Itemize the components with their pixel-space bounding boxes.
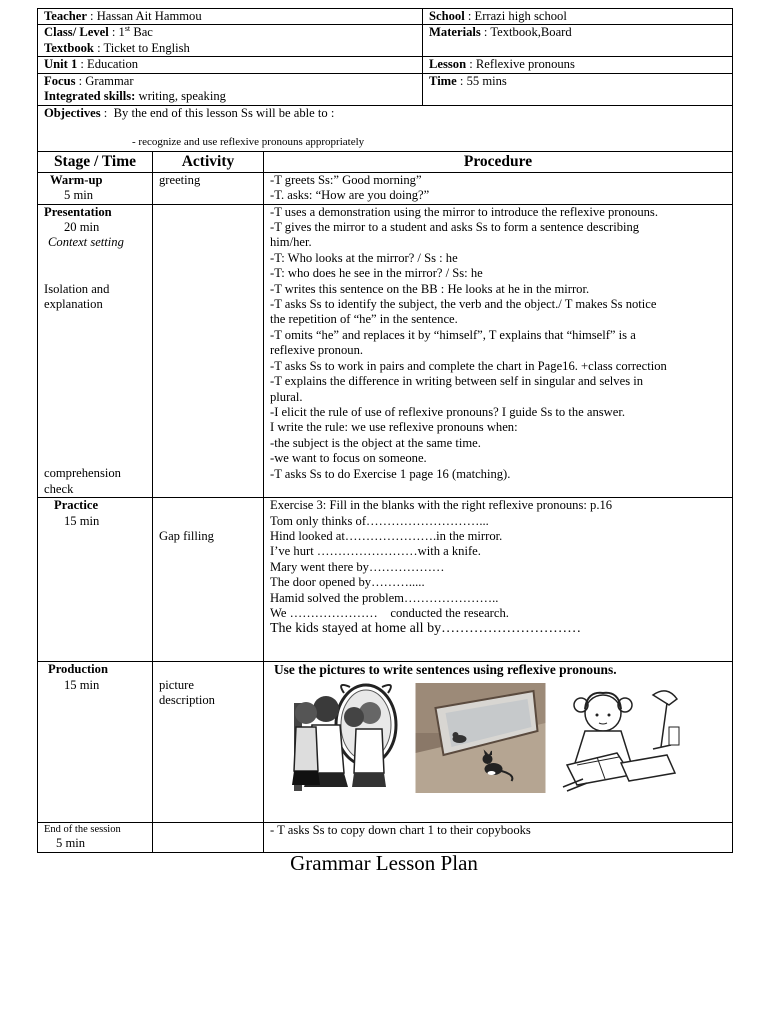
end-procedure: - T asks Ss to copy down chart 1 to their copybooks bbox=[264, 823, 733, 852]
warmup-activity: greeting bbox=[153, 172, 264, 204]
warmup-row bbox=[38, 172, 733, 204]
practice-procedure: Exercise 3: Fill in the blanks with the right reflexive pronouns: p.16 Tom only thinks of………………………... Hind looked at………………….in the mirror. I’ve hurt ……………………with a knife. Mary went there by……………… The door opened by………..... Hamid solved the problem………………….. We ………………… conducted the research. The kids stayed at home all by………………………… bbox=[264, 498, 733, 662]
materials-cell: Materials : Textbook,Board bbox=[423, 25, 733, 57]
header-row-2 bbox=[38, 25, 733, 57]
production-row bbox=[38, 662, 733, 823]
practice-row bbox=[38, 498, 733, 662]
girls-mirror-picture bbox=[274, 683, 404, 793]
end-stage: End of the session 5 min bbox=[38, 823, 153, 852]
stage-column-header: Stage / Time bbox=[38, 151, 153, 172]
procedure-column-header: Procedure bbox=[264, 151, 733, 172]
production-activity: picture description bbox=[153, 662, 264, 823]
lesson-plan-table bbox=[37, 8, 733, 853]
header-row-3 bbox=[38, 57, 733, 73]
production-stage: Production 15 min bbox=[38, 662, 153, 823]
activity-column-header: Activity bbox=[153, 151, 264, 172]
school-cell: School : Errazi high school bbox=[423, 9, 733, 25]
time-cell: Time : 55 mins bbox=[423, 73, 733, 105]
end-activity bbox=[153, 823, 264, 852]
class-textbook-cell: Class/ Level : 1st Bac Textbook : Ticket to English bbox=[38, 25, 423, 57]
presentation-activity bbox=[153, 204, 264, 498]
girl-reading-picture bbox=[557, 683, 687, 793]
warmup-procedure: -T greets Ss:” Good morning” -T. asks: “How are you doing?” bbox=[264, 172, 733, 204]
presentation-procedure: -T uses a demonstration using the mirror to introduce the reflexive pronouns. -T gives the mirror to a student and asks Ss to form a sentence describing him/her. -T: Who looks at the mirror? / Ss : he -T: who does he see in the mirror? / Ss: he -T writes this sentence on the BB : He looks at he in the mirror. -T asks Ss to identify the subject, the verb and the object./ T makes Ss notice the repetition of “he” in the sentence. -T omits “he” and replaces it by “himself”, T explains that “himself” is a reflexive pronoun. -T asks Ss to work in pairs and complete the chart in Page16. +class correction -T explains the difference in writing between self in singular and selves in plural. -I elicit the rule of use of reflexive pronouns? I guide Ss to the answer. I write the rule: we use reflexive pronouns when: -the subject is the object at the same time. -we want to focus on someone. -T asks Ss to do Exercise 1 page 16 (matching). bbox=[264, 204, 733, 498]
practice-stage: Practice 15 min bbox=[38, 498, 153, 662]
cat-mirror-picture bbox=[412, 683, 549, 793]
warmup-stage: Warm-up 5 min bbox=[38, 172, 153, 204]
presentation-stage: Presentation 20 min Context setting Isolation and explanation comprehension check bbox=[38, 204, 153, 498]
focus-skills-cell: Focus : Grammar Integrated skills: writing, speaking bbox=[38, 73, 423, 105]
picture-strip bbox=[274, 683, 726, 793]
unit-cell: Unit 1 : Education bbox=[38, 57, 423, 73]
document-caption: Grammar Lesson Plan bbox=[290, 851, 478, 875]
header-row-1 bbox=[38, 9, 733, 25]
end-row bbox=[38, 823, 733, 852]
column-header-row bbox=[38, 151, 733, 172]
practice-activity: Gap filling bbox=[153, 498, 264, 662]
objective-1: - recognize and use reflexive pronouns appropriately bbox=[132, 136, 365, 149]
presentation-row bbox=[38, 204, 733, 498]
objectives-row bbox=[38, 105, 733, 151]
lesson-cell: Lesson : Reflexive pronouns bbox=[423, 57, 733, 73]
teacher-cell: Teacher : Hassan Ait Hammou bbox=[38, 9, 423, 25]
production-procedure: Use the pictures to write sentences using reflexive pronouns. bbox=[264, 662, 733, 823]
header-row-4 bbox=[38, 73, 733, 105]
objectives-cell: Objectives : By the end of this lesson Ss will be able to : - recognize and use reflexive pronouns appropriately bbox=[38, 105, 733, 151]
